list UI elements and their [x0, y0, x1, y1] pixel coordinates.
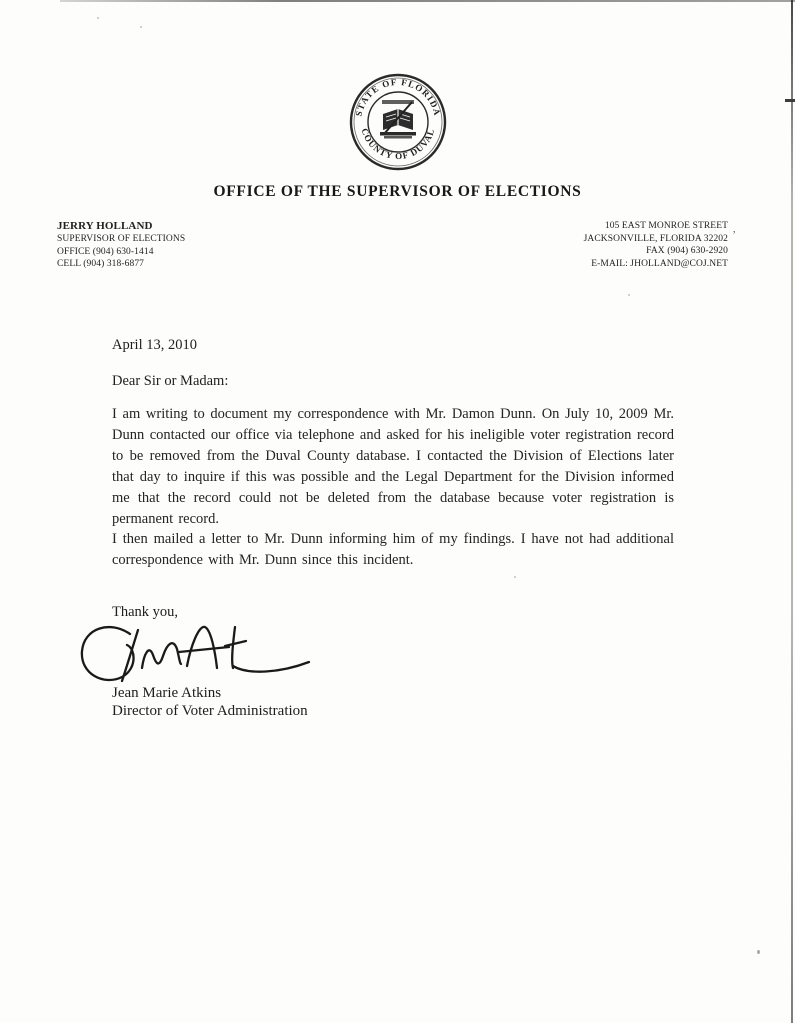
letter-paragraph-1: I am writing to document my correspondence with Mr. Damon Dunn. On July 10, 2009 Mr. Dunn contacted our office via telephone and asked for his ineligible voter registration record to be removed from the Duval County database. I contacted the Division of Elections later that day to inquire if this was possible and the Legal Department for the Division informed me that the record could not be deleted from the database because voter registration is permanent record.	[112, 406, 674, 527]
address-line1: 105 EAST MONROE STREET	[604, 221, 728, 231]
scan-speck	[628, 294, 630, 296]
address-line2: JACKSONVILLE, FLORIDA 32202	[583, 233, 728, 244]
scan-edge-top	[60, 0, 795, 2]
county-seal	[346, 72, 450, 172]
letterhead-contact-right	[584, 220, 728, 270]
scan-speck	[97, 17, 99, 19]
scan-speck	[514, 576, 516, 578]
seal-bottom-text: COUNTY OF DUVAL	[359, 127, 437, 162]
letter-salutation: Dear Sir or Madam:	[112, 373, 229, 389]
county-seal-graphic	[346, 72, 450, 172]
letter-closing: Thank you,	[112, 604, 179, 620]
fax-number: FAX (904) 630-2920	[646, 246, 728, 256]
signer-name: Jean Marie Atkins	[112, 685, 222, 701]
seal-top-text: STATE OF FLORIDA	[353, 76, 443, 118]
scan-edge-tick	[785, 99, 795, 102]
signer-title: Director of Voter Administration	[112, 703, 308, 719]
letterhead-contact-left	[57, 220, 185, 271]
supervisor-role: SUPERVISOR OF ELECTIONS	[57, 234, 186, 244]
letter-paragraph-2: I then mailed a letter to Mr. Dunn informing him of my findings. I have not had additional correspondence with Mr. Dunn since this incident.	[112, 531, 674, 568]
email-address: E-MAIL: JHOLLAND@COJ.NET	[591, 258, 728, 269]
letter-date: April 13, 2010	[112, 337, 197, 353]
scan-edge-right	[791, 0, 793, 1023]
scan-speck	[140, 26, 142, 28]
office-phone: OFFICE (904) 630-1414	[57, 246, 154, 257]
scan-speck	[757, 950, 760, 954]
scan-speck: ,	[733, 224, 736, 235]
supervisor-name: JERRY HOLLAND	[57, 220, 153, 232]
seal-emblem	[380, 100, 416, 139]
page-title: OFFICE OF THE SUPERVISOR OF ELECTIONS	[213, 183, 582, 200]
cell-phone: CELL (904) 318-6877	[57, 259, 145, 269]
